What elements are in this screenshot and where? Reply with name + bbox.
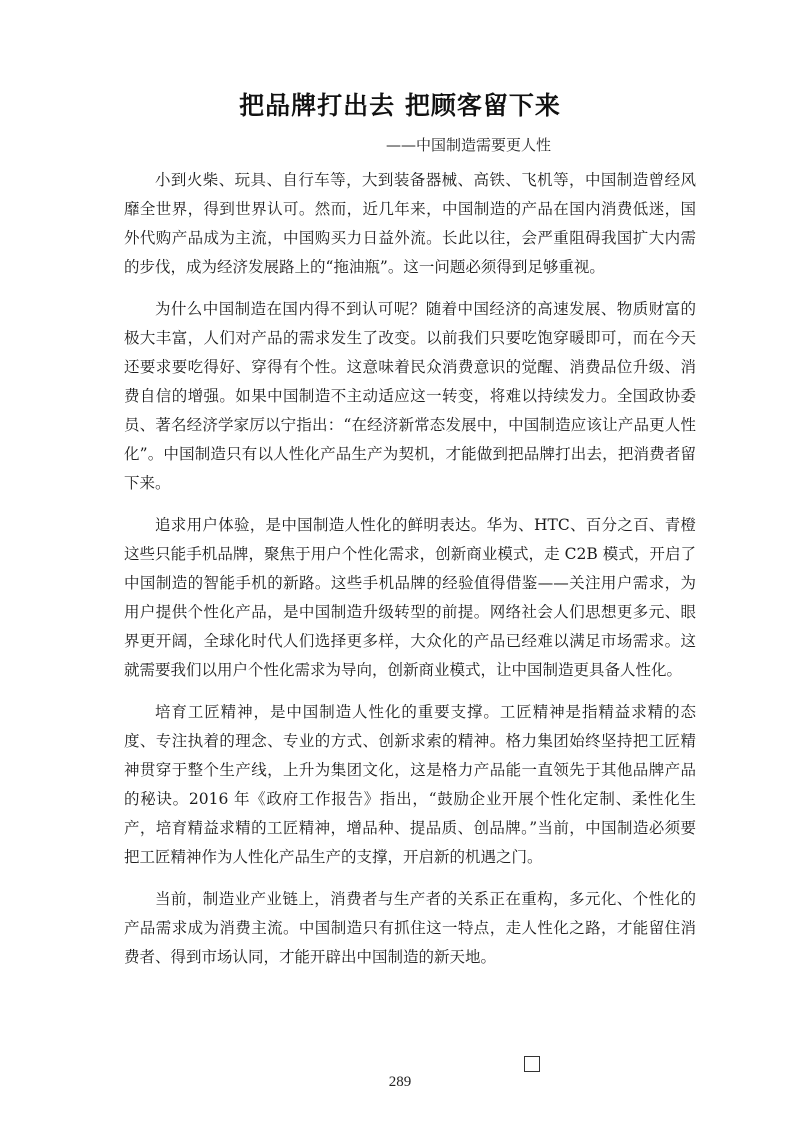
checkbox[interactable]	[524, 1056, 540, 1072]
article-body	[124, 166, 696, 985]
paragraph-5: 当前，制造业产业链上，消费者与生产者的关系正在重构，多元化、个性化的产品需求成为消费主流。中国制造只有抓住这一特点，走人性化之路，才能留住消费者、得到市场认同，才能开辟出中国制造的新天地。	[124, 890, 696, 966]
article-subtitle: ——中国制造需要更人性	[386, 136, 552, 154]
paragraph-4: 培育工匠精神，是中国制造人性化的重要支撑。工匠精神是指精益求精的态度、专注执着的理念、专业的方式、创新求索的精神。格力集团始终坚持把工匠精神贯穿于整个生产线，上升为集团文化，这是格力产品能一直领先于其他品牌产品的秘诀。2016 年《政府工作报告》指出，“鼓励企业开展个性化定制、柔性化生产，培育精益求精的工匠精神，增品种、提品质、创品牌。”当前，中国制造必须要把工匠精神作为人性化产品生产的支撑，开启新的机遇之门。	[124, 703, 696, 866]
article-title: 把品牌打出去 把顾客留下来	[239, 91, 561, 120]
page-number: 289	[388, 1074, 412, 1090]
paragraph-1: 小到火柴、玩具、自行车等，大到装备器械、高铁、飞机等，中国制造曾经风靡全世界，得到世界认可。然而，近几年来，中国制造的产品在国内消费低迷，国外代购产品成为主流，中国购买力日益外流。长此以往，会严重阻碍我国扩大内需的步伐，成为经济发展路上的“拖油瓶”。这一问题必须得到足够重视。	[124, 171, 696, 276]
paragraph-2: 为什么中国制造在国内得不到认可呢？随着中国经济的高速发展、物质财富的极大丰富，人们对产品的需求发生了改变。以前我们只要吃饱穿暖即可，而在今天还要求要吃得好、穿得有个性。这意味着民众消费意识的觉醒、消费品位升级、消费自信的增强。如果中国制造不主动适应这一转变，将难以持续发力。全国政协委员、著名经济学家厉以宁指出：“在经济新常态发展中，中国制造应该让产品更人性化”。中国制造只有以人性化产品生产为契机，才能做到把品牌打出去，把消费者留下来。	[124, 300, 696, 492]
paragraph-3: 追求用户体验，是中国制造人性化的鲜明表达。华为、HTC、百分之百、青橙这些只能手机品牌，聚焦于用户个性化需求，创新商业模式，走 C2B 模式，开启了中国制造的智能手机的新路。这些手机品牌的经验值得借鉴——关注用户需求，为用户提供个性化产品，是中国制造升级转型的前提。网络社会人们思想更多元、眼界更开阔，全球化时代人们选择更多样，大众化的产品已经难以满足市场需求。这就需要我们以用户个性化需求为导向，创新商业模式，让中国制造更具备人性化。	[124, 516, 696, 679]
